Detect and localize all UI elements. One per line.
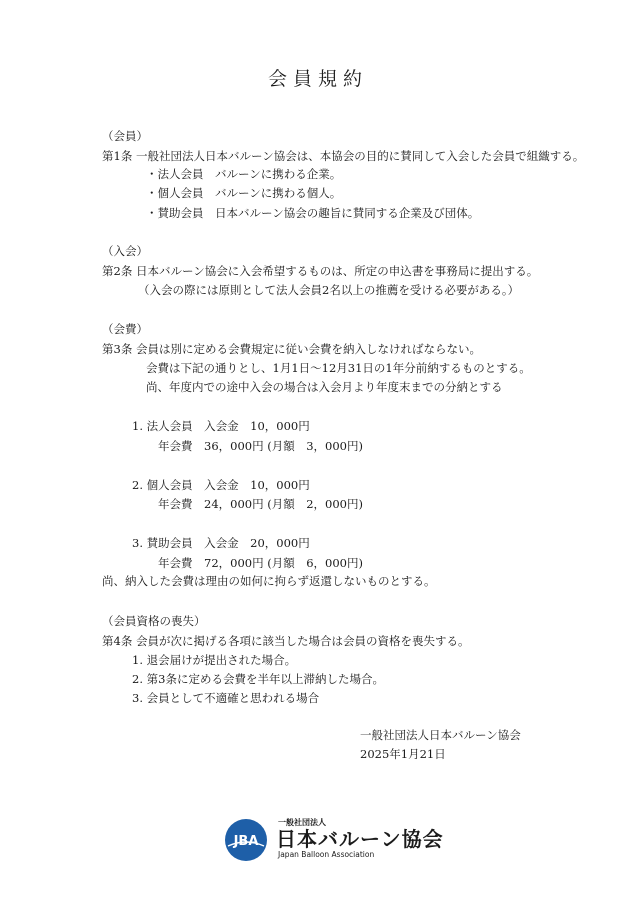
loss-condition-3: 3. 会員として不適確と思われる場合: [132, 691, 320, 705]
signature-date: 2025年1月21日: [360, 747, 446, 761]
signature-org: 一般社団法人日本バルーン協会: [360, 728, 521, 742]
loss-condition-2: 2. 第3条に定める会費を半年以上滞納した場合。: [132, 672, 384, 686]
member-type-supporting: ・賛助会員 日本バルーン協会の趣旨に賛同する企業及び団体。: [146, 206, 480, 220]
logo-wordmark: [276, 818, 444, 860]
article-2: 第2条 日本バルーン協会に入会希望するものは、所定の申込書を事務局に提出する。: [102, 264, 539, 278]
article-3: 第3条 会員は別に定める会費規定に従い会費を納入しなければならない。: [102, 342, 481, 356]
fee-tier-supporting-annual: 年会費 72，000円 (月額 6，000円): [158, 556, 363, 570]
article-4: 第4条 会員が次に掲げる各項に該当した場合は会員の資格を喪失する。: [102, 634, 470, 648]
article-1: 第1条 一般社団法人日本バルーン協会は、本協会の目的に賛同して入会した会員で組織する。: [102, 149, 585, 163]
member-type-individual: ・個人会員 バルーンに携わる個人。: [146, 186, 342, 200]
fees-payment-terms: 会費は下記の通りとし、1月1日〜12月31日の1年分前納するものとする。: [146, 361, 531, 375]
section-heading-admission: （入会）: [102, 244, 148, 258]
fee-tier-corporate-entry: 1. 法人会員 入会金 10，000円: [132, 419, 310, 433]
section-heading-members: （会員）: [102, 129, 148, 143]
loss-condition-1: 1. 退会届けが提出された場合。: [132, 653, 297, 667]
logo-english-text: Japan Balloon Association: [278, 850, 375, 859]
fee-tier-individual-entry: 2. 個人会員 入会金 10，000円: [132, 478, 310, 492]
page-title: 会員規約: [267, 68, 368, 90]
fee-tier-supporting-entry: 3. 賛助会員 入会金 20，000円: [132, 536, 310, 550]
fee-tier-individual-annual: 年会費 24，000円 (月額 2，000円): [158, 497, 363, 511]
fees-midyear-terms: 尚、年度内での途中入会の場合は入会月より年度末までの分納とする: [146, 380, 503, 394]
logo-small-text: 一般社団法人: [278, 818, 326, 827]
fee-tier-corporate-annual: 年会費 36，000円 (月額 3，000円): [158, 439, 363, 453]
section-heading-fees: （会費）: [102, 322, 148, 336]
logo-mark-text: JBA: [233, 834, 259, 849]
jba-logo: [224, 818, 444, 864]
logo-main-text: 日本バルーン協会: [276, 827, 444, 851]
fees-refund-note: 尚、納入した会費は理由の如何に拘らず返還しないものとする。: [102, 574, 436, 588]
member-type-corporate: ・法人会員 バルーンに携わる企業。: [146, 167, 342, 181]
admission-note: （入会の際には原則として法人会員2名以上の推薦を受ける必要がある。）: [138, 283, 520, 297]
section-heading-loss: （会員資格の喪失）: [102, 614, 206, 628]
jba-mark-icon: [224, 818, 268, 862]
